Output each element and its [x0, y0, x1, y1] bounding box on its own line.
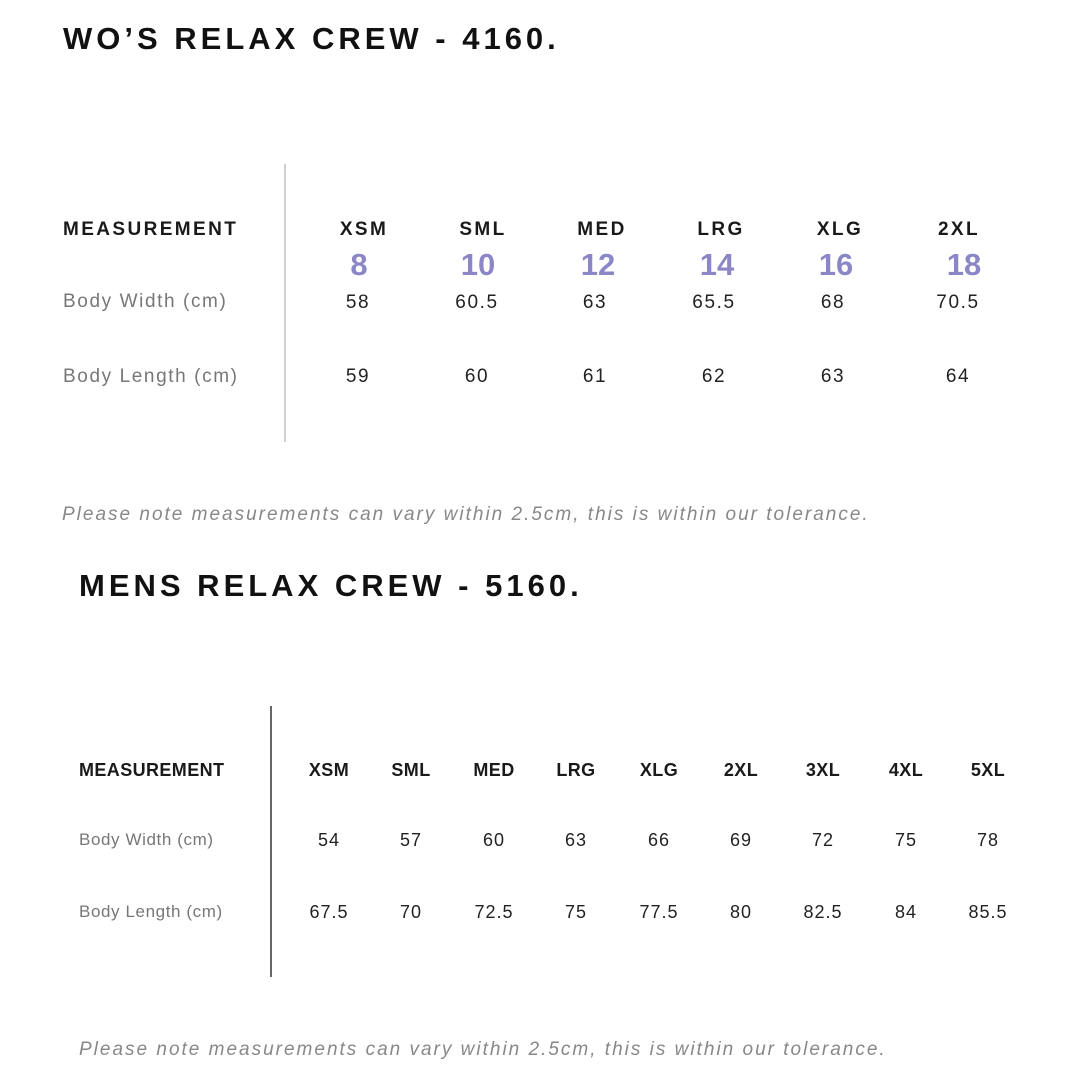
- mens-cell: 82.5: [803, 902, 843, 922]
- mens-title: MENS RELAX CREW - 5160.: [79, 568, 583, 603]
- womens-size-lrg: LRG: [697, 219, 745, 240]
- womens-cell: 63: [820, 366, 846, 387]
- mens-cell: 63: [564, 830, 588, 850]
- mens-size-med: MED: [473, 760, 515, 780]
- mens-size-4xl: 4XL: [888, 760, 924, 780]
- womens-cell: 65.5: [692, 292, 736, 313]
- womens-title: WO’S RELAX CREW - 4160.: [63, 21, 560, 56]
- mens-cell: 57: [399, 830, 423, 850]
- mens-cell: 70: [399, 902, 423, 922]
- womens-size-med: MED: [577, 219, 627, 240]
- womens-cell: 68: [820, 292, 846, 313]
- mens-cell: 60: [482, 830, 506, 850]
- womens-cell: 61: [582, 366, 608, 387]
- womens-size-sml: SML: [459, 219, 507, 240]
- mens-row-label-body-width: Body Width (cm): [79, 830, 214, 849]
- womens-cell: 60: [464, 366, 490, 387]
- mens-row-label-body-length: Body Length (cm): [79, 902, 223, 921]
- mens-cell: 80: [729, 902, 753, 922]
- womens-au-size-10: 10: [460, 247, 496, 282]
- womens-cell: 58: [345, 292, 371, 313]
- mens-cell: 75: [564, 902, 588, 922]
- womens-header-label: MEASUREMENT: [63, 219, 239, 240]
- womens-au-size-18: 18: [946, 247, 982, 282]
- mens-cell: 72: [811, 830, 835, 850]
- womens-au-size-12: 12: [580, 247, 616, 282]
- mens-size-xsm: XSM: [308, 760, 350, 780]
- womens-au-size-14: 14: [699, 247, 735, 282]
- mens-cell: 84: [894, 902, 918, 922]
- womens-cell: 63: [582, 292, 608, 313]
- womens-cell: 62: [701, 366, 727, 387]
- womens-row-label-body-width: Body Width (cm): [63, 291, 228, 312]
- womens-size-xsm: XSM: [339, 219, 389, 240]
- mens-size-2xl: 2XL: [723, 760, 759, 780]
- mens-divider: [270, 706, 272, 977]
- womens-row-label-body-length: Body Length (cm): [63, 366, 239, 387]
- mens-tolerance-note: Please note measurements can vary within 2.5cm, this is within our tolerance.: [79, 1039, 887, 1060]
- mens-cell: 69: [729, 830, 753, 850]
- mens-size-5xl: 5XL: [970, 760, 1006, 780]
- womens-size-2xl: 2XL: [937, 219, 981, 240]
- womens-tolerance-note: Please note measurements can vary within 2.5cm, this is within our tolerance.: [62, 504, 870, 525]
- mens-cell: 54: [317, 830, 341, 850]
- mens-cell: 66: [647, 830, 671, 850]
- mens-size-sml: SML: [391, 760, 431, 780]
- womens-cell: 64: [945, 366, 971, 387]
- womens-divider: [284, 164, 286, 442]
- womens-cell: 59: [345, 366, 371, 387]
- womens-au-size-16: 16: [818, 247, 854, 282]
- womens-size-xlg: XLG: [816, 219, 864, 240]
- mens-header-label: MEASUREMENT: [79, 760, 225, 780]
- mens-size-lrg: LRG: [556, 760, 596, 780]
- womens-cell: 70.5: [936, 292, 980, 313]
- mens-cell: 85.5: [968, 902, 1008, 922]
- mens-size-3xl: 3XL: [805, 760, 841, 780]
- mens-size-xlg: XLG: [639, 760, 679, 780]
- womens-cell: 60.5: [455, 292, 499, 313]
- mens-cell: 72.5: [474, 902, 514, 922]
- mens-cell: 77.5: [639, 902, 679, 922]
- mens-cell: 78: [976, 830, 1000, 850]
- womens-au-size-8: 8: [350, 247, 368, 282]
- mens-cell: 67.5: [309, 902, 349, 922]
- mens-cell: 75: [894, 830, 918, 850]
